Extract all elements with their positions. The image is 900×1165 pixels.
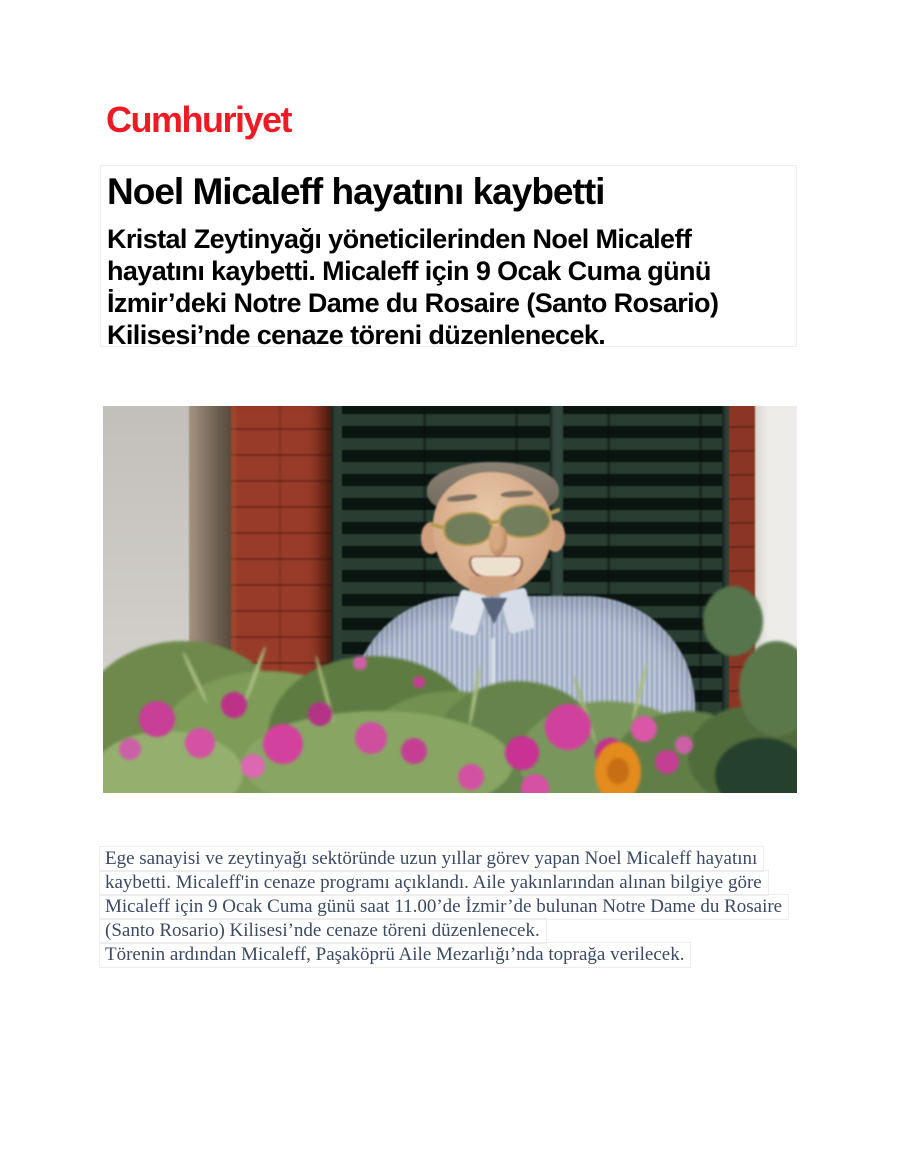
body-line: kaybetti. Micaleff'in cenaze programı açıklandı. Aile yakınlarından alınan bilgiye göre — [100, 871, 768, 895]
flower-blossom — [675, 736, 693, 754]
subheadline-line: Kilisesi’nde cenaze töreni düzenlenecek. — [107, 320, 606, 350]
cumhuriyet-logo[interactable]: Cumhuriyet — [106, 99, 292, 140]
subheadline-line: hayatını kaybetti. Micaleff için 9 Ocak Cuma günü — [107, 256, 711, 286]
subheadline-line: Kristal Zeytinyağı yöneticilerinden Noel Micaleff — [107, 224, 692, 254]
flower-blossom — [221, 692, 247, 718]
flower-blossom — [355, 722, 387, 754]
flower-blossom — [139, 701, 175, 737]
body-line: Törenin ardından Micaleff, Paşaköprü Aile Mezarlığı’nda toprağa verilecek. — [100, 943, 690, 967]
flower-blossom — [241, 754, 265, 778]
body-line: Ege sanayisi ve zeytinyağı sektöründe uzun yıllar görev yapan Noel Micaleff hayatını — [100, 847, 763, 871]
foliage-leaf — [703, 586, 763, 656]
flower-blossom — [655, 750, 679, 774]
flower-blossom — [505, 736, 539, 770]
article-headline: Noel Micaleff hayatını kaybetti — [107, 171, 605, 212]
flower-blossom — [263, 724, 303, 764]
subheadline-line: İzmir’deki Notre Dame du Rosaire (Santo Rosario) — [107, 288, 719, 318]
flower-blossom — [308, 702, 332, 726]
photo-flower-bed — [103, 406, 797, 793]
photo-illustration — [103, 406, 797, 793]
flower-blossom — [119, 738, 141, 760]
flower-blossom — [353, 656, 367, 670]
flower-blossom — [185, 728, 215, 758]
body-line: Micaleff için 9 Ocak Cuma günü saat 11.00’de İzmir’de bulunan Notre Dame du Rosaire — [100, 895, 788, 919]
article-subheadline — [101, 213, 796, 351]
body-line: (Santo Rosario) Kilisesi’nde cenaze töreni düzenlenecek. — [100, 919, 546, 943]
flower-blossom — [607, 758, 629, 784]
flower-blossom — [413, 676, 425, 688]
flower-blossom — [545, 704, 591, 750]
flower-blossom — [631, 716, 657, 742]
flower-blossom — [458, 764, 484, 790]
article-photo — [103, 406, 797, 793]
article-header — [100, 165, 797, 350]
article-body — [100, 847, 788, 967]
flower-blossom — [401, 738, 427, 764]
